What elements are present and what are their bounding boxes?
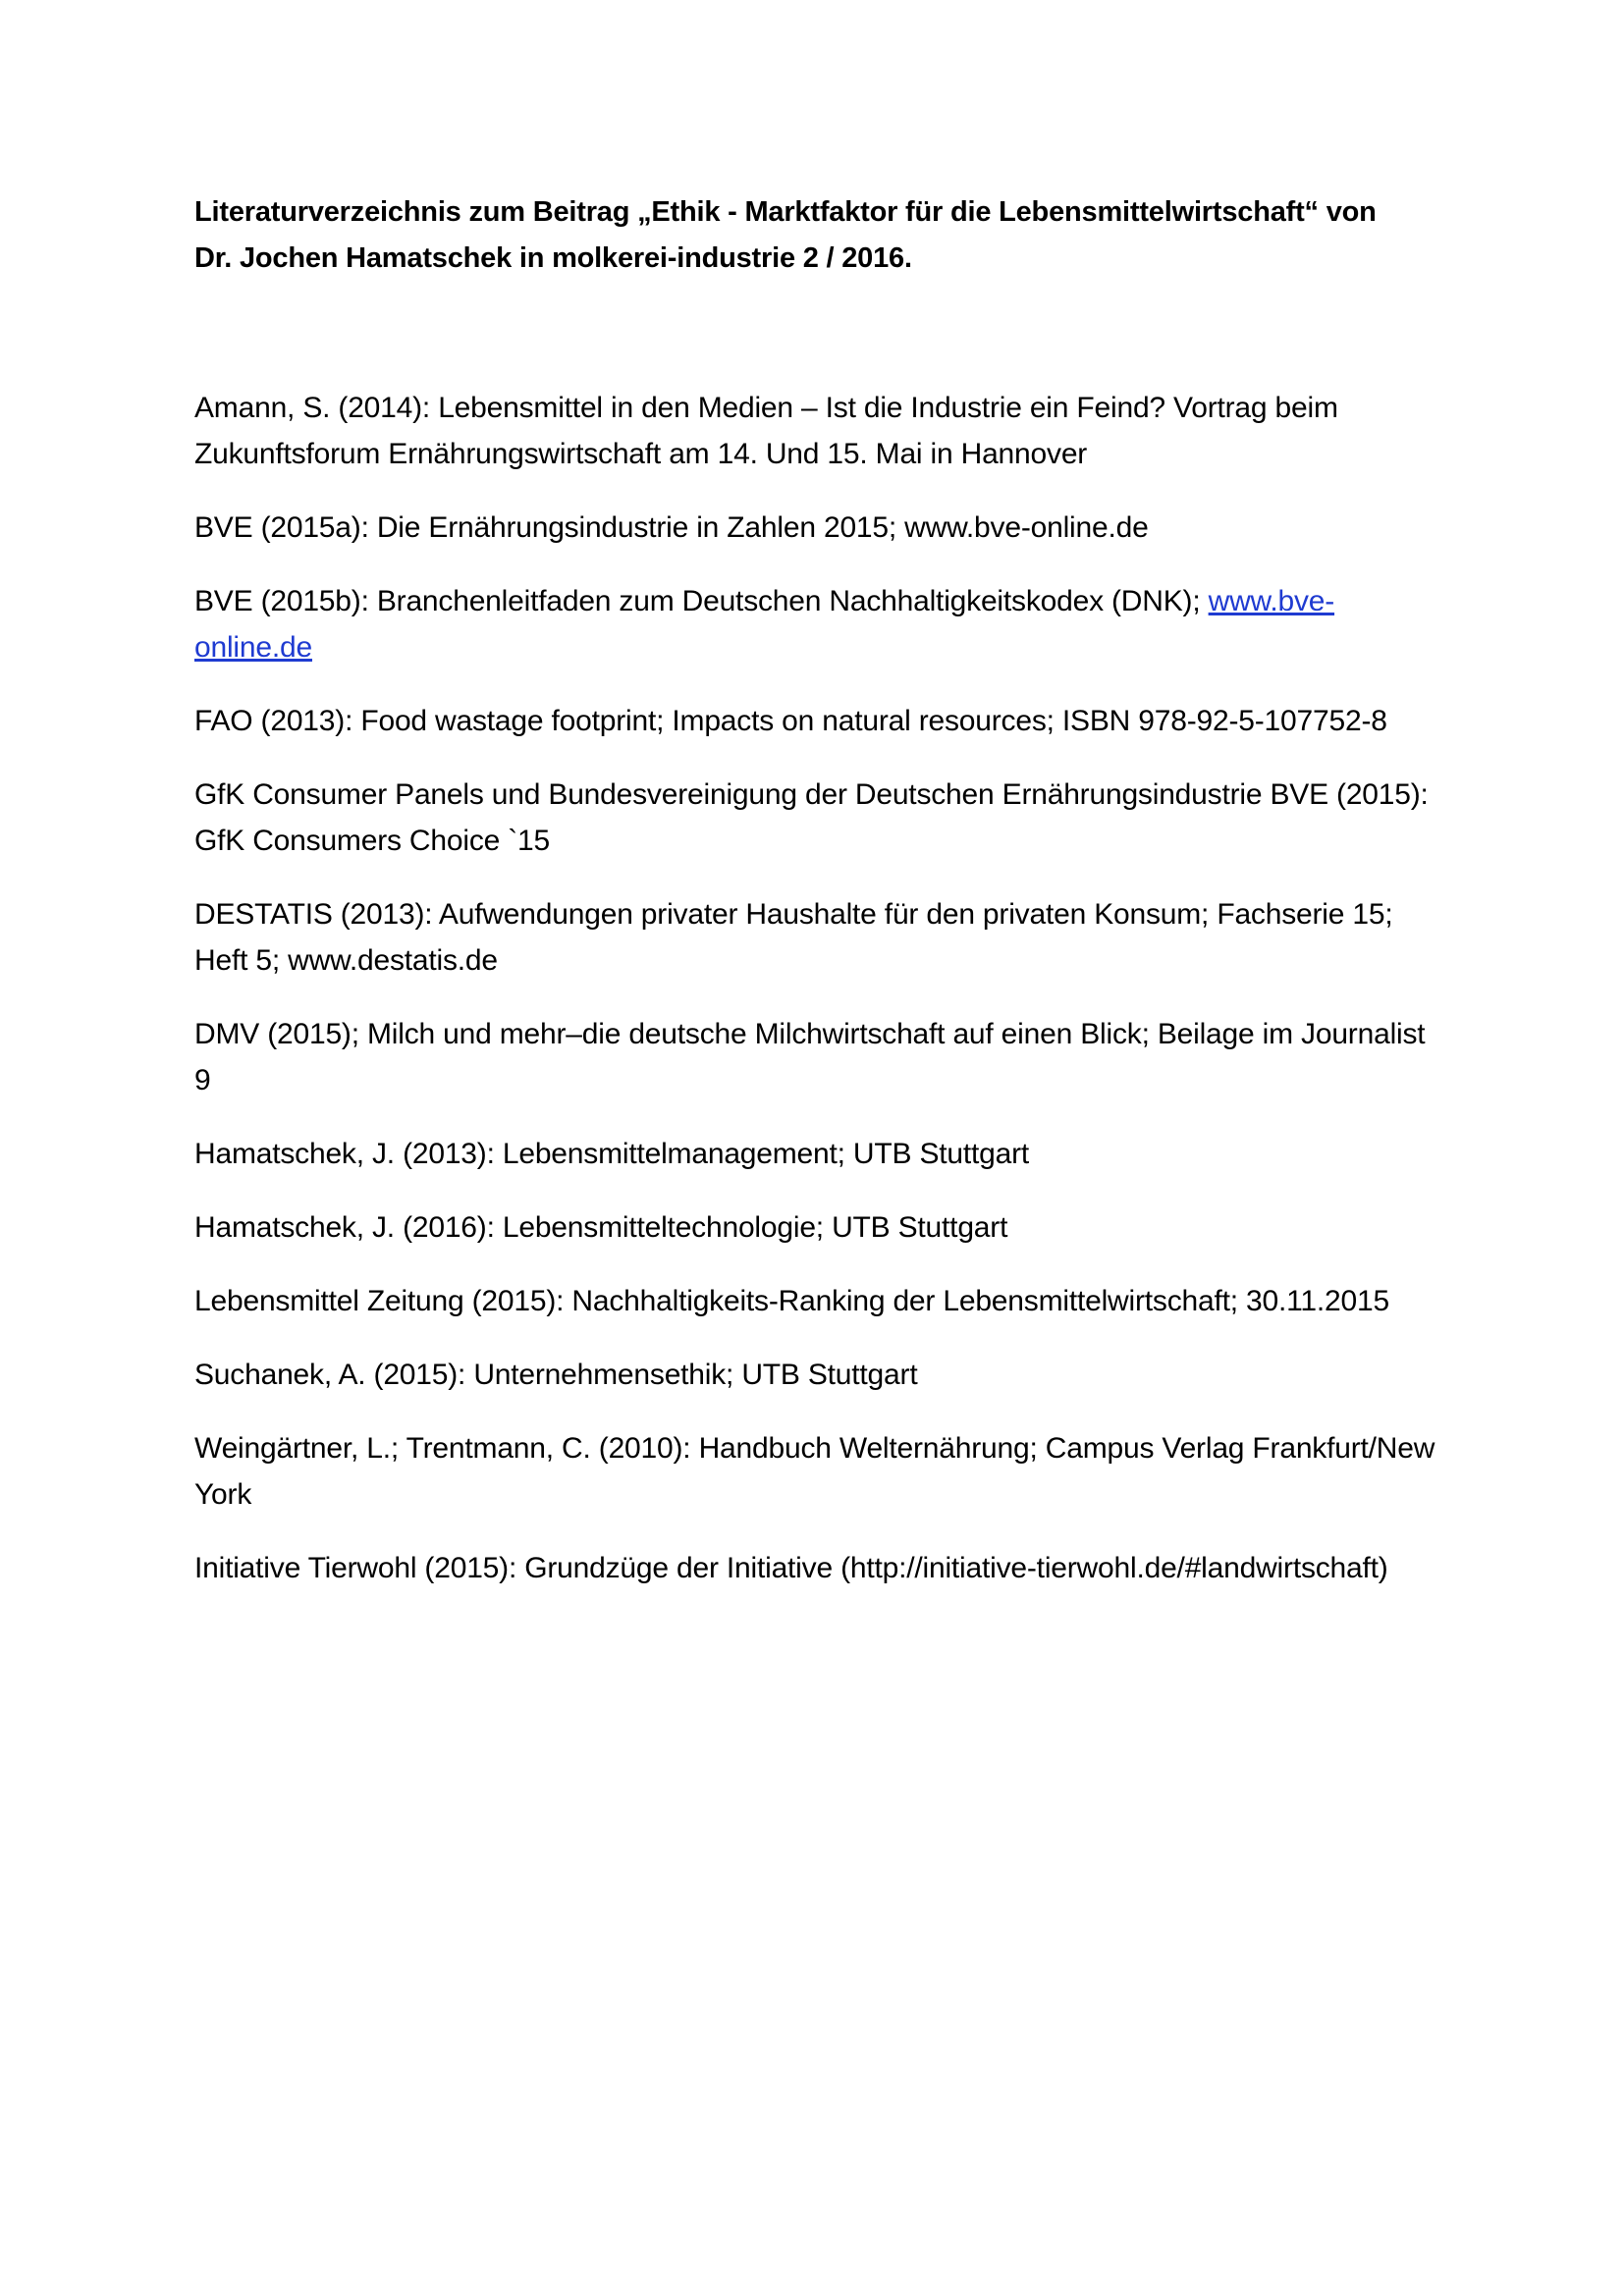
reference-text: FAO (2013): Food wastage footprint; Impacts on natural resources; ISBN 978-92-5-107752-8: [194, 705, 1387, 737]
reference-item: [194, 772, 1441, 864]
reference-text: DESTATIS (2013): Aufwendungen privater Haushalte für den privaten Konsum; Fachserie 15; Heft 5; www.destatis.de: [194, 898, 1393, 977]
reference-text: Weingärtner, L.; Trentmann, C. (2010): Handbuch Welternährung; Campus Verlag Frankfurt/New York: [194, 1432, 1435, 1511]
reference-text: DMV (2015); Milch und mehr–die deutsche Milchwirtschaft auf einen Blick; Beilage im Journalist 9: [194, 1018, 1426, 1096]
reference-item: [194, 1204, 1441, 1251]
reference-link-bve-online[interactable]: www.bve-online.de: [194, 585, 1335, 664]
reference-item: [194, 1352, 1441, 1398]
document-heading: [194, 189, 1441, 282]
reference-text: Lebensmittel Zeitung (2015): Nachhaltigkeits-Ranking der Lebensmittelwirtschaft; 30.11.2015: [194, 1285, 1389, 1317]
reference-item: [194, 1011, 1441, 1103]
reference-text: Initiative Tierwohl (2015): Grundzüge der Initiative (http://initiative-tierwohl.de/#landwirtschaft): [194, 1552, 1388, 1584]
reference-item: [194, 505, 1441, 551]
reference-list: [194, 385, 1441, 1619]
heading-line-2: Dr. Jochen Hamatschek in molkerei-industrie 2 / 2016.: [194, 242, 912, 274]
reference-text: Hamatschek, J. (2013): Lebensmittelmanagement; UTB Stuttgart: [194, 1138, 1030, 1170]
reference-item: [194, 1131, 1441, 1177]
reference-item: [194, 1545, 1441, 1591]
reference-text: Hamatschek, J. (2016): Lebensmitteltechnologie; UTB Stuttgart: [194, 1211, 1008, 1244]
reference-item: [194, 1278, 1441, 1324]
reference-text: BVE (2015b): Branchenleitfaden zum Deutschen Nachhaltigkeitskodex (DNK);: [194, 585, 1209, 617]
reference-text: GfK Consumer Panels und Bundesvereinigung der Deutschen Ernährungsindustrie BVE (2015): GfK Consumers Choice `15: [194, 778, 1429, 857]
reference-item: [194, 1425, 1441, 1518]
reference-item: [194, 891, 1441, 984]
reference-item: [194, 578, 1441, 670]
reference-text: BVE (2015a): Die Ernährungsindustrie in Zahlen 2015; www.bve-online.de: [194, 511, 1149, 544]
reference-text: Suchanek, A. (2015): Unternehmensethik; UTB Stuttgart: [194, 1359, 918, 1391]
reference-item: [194, 698, 1441, 744]
document-content: [194, 189, 1441, 1584]
heading-line-1: Literaturverzeichnis zum Beitrag „Ethik - Marktfaktor für die Lebensmittelwirtschaft“ von: [194, 196, 1377, 228]
reference-item: [194, 385, 1441, 477]
reference-text: Amann, S. (2014): Lebensmittel in den Medien – Ist die Industrie ein Feind? Vortrag beim Zukunftsforum Ernährungswirtschaft am 14. Und 15. Mai in Hannover: [194, 392, 1338, 470]
